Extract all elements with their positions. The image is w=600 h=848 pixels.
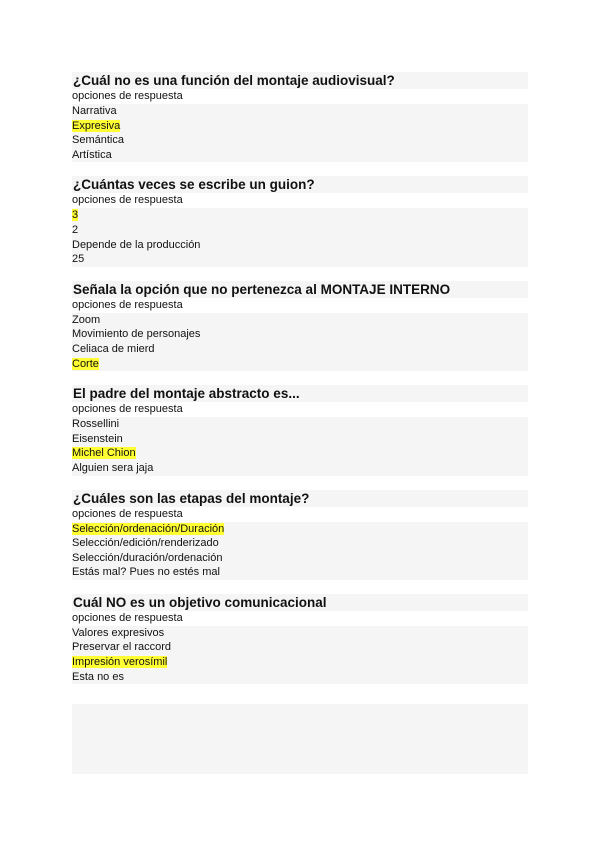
answer-options-label: opciones de respuesta	[72, 90, 183, 102]
empty-answer-box	[72, 704, 528, 774]
correct-answer-text: Corte	[72, 357, 99, 370]
question-block	[72, 594, 528, 684]
answer-text: Eisenstein	[72, 432, 123, 445]
correct-answer-text: Michel Chion	[72, 447, 136, 460]
answer-option	[72, 640, 528, 655]
answer-option	[72, 446, 528, 461]
answer-option	[72, 670, 528, 685]
correct-answer-text: 3	[72, 209, 79, 222]
answer-text: Depende de la producción	[72, 238, 201, 251]
correct-answer-text: Expresiva	[72, 119, 121, 132]
answer-text: Selección/edición/renderizado	[72, 537, 219, 550]
answer-text: Esta no es	[72, 670, 124, 683]
answer-text: Zoom	[72, 313, 101, 326]
quiz-page	[72, 72, 528, 698]
answer-options-label: opciones de respuesta	[72, 194, 183, 207]
question-title: ¿Cuántas veces se escribe un guion?	[72, 176, 528, 193]
question-block	[72, 72, 528, 162]
question-title: Señala la opción que no pertenezca al MONTAJE INTERNO	[72, 281, 528, 298]
options-list	[72, 313, 528, 371]
answer-option	[72, 565, 528, 580]
question-title: Cuál NO es un objetivo comunicacional	[72, 594, 528, 611]
answer-option	[72, 432, 528, 447]
answer-text: Semántica	[72, 134, 124, 147]
options-list	[72, 104, 528, 162]
answer-text: Artística	[72, 148, 112, 161]
answer-option	[72, 133, 528, 148]
options-list	[72, 522, 528, 580]
answer-text: Movimiento de personajes	[72, 328, 201, 341]
correct-answer-text: Selección/ordenación/Duración	[72, 522, 225, 535]
answer-options-label: opciones de respuesta	[72, 507, 183, 520]
answer-text: Celiaca de mierd	[72, 342, 155, 355]
question-block	[72, 176, 528, 266]
answer-text: 2	[72, 223, 79, 236]
answer-option	[72, 313, 528, 328]
question-title: ¿Cuál no es una función del montaje audiovisual?	[72, 72, 528, 89]
question-title: El padre del montaje abstracto es...	[72, 385, 528, 402]
answer-text: Preservar el raccord	[72, 641, 172, 654]
question-title: ¿Cuáles son las etapas del montaje?	[72, 490, 528, 507]
correct-answer-text: Impresión verosímil	[72, 656, 168, 669]
answer-text: Alguien sera jaja	[72, 461, 154, 474]
answer-option	[72, 536, 528, 551]
answer-option	[72, 252, 528, 267]
answer-text: Narrativa	[72, 105, 117, 117]
answer-option	[72, 223, 528, 238]
answer-option	[72, 522, 528, 537]
answer-option	[72, 357, 528, 372]
question-block	[72, 281, 528, 371]
answer-option	[72, 238, 528, 253]
answer-option	[72, 342, 528, 357]
answer-options-label: opciones de respuesta	[72, 298, 183, 311]
answer-options-label: opciones de respuesta	[72, 611, 183, 624]
answer-text: Selección/duración/ordenación	[72, 551, 223, 564]
answer-text: Valores expresivos	[72, 626, 165, 639]
options-list	[72, 626, 528, 684]
answer-option	[72, 417, 528, 432]
answer-text: Estás mal? Pues no estés mal	[72, 566, 220, 579]
answer-option	[72, 148, 528, 163]
answer-options-label: opciones de respuesta	[72, 403, 183, 416]
question-block	[72, 385, 528, 475]
answer-option	[72, 461, 528, 476]
answer-option	[72, 119, 528, 134]
answer-option	[72, 104, 528, 119]
options-list	[72, 417, 528, 475]
answer-option	[72, 551, 528, 566]
answer-text: 25	[72, 253, 85, 266]
answer-option	[72, 655, 528, 670]
question-block	[72, 490, 528, 580]
options-list	[72, 208, 528, 266]
answer-option	[72, 327, 528, 342]
answer-text: Rossellini	[72, 418, 120, 431]
answer-option	[72, 208, 528, 223]
answer-option	[72, 626, 528, 641]
